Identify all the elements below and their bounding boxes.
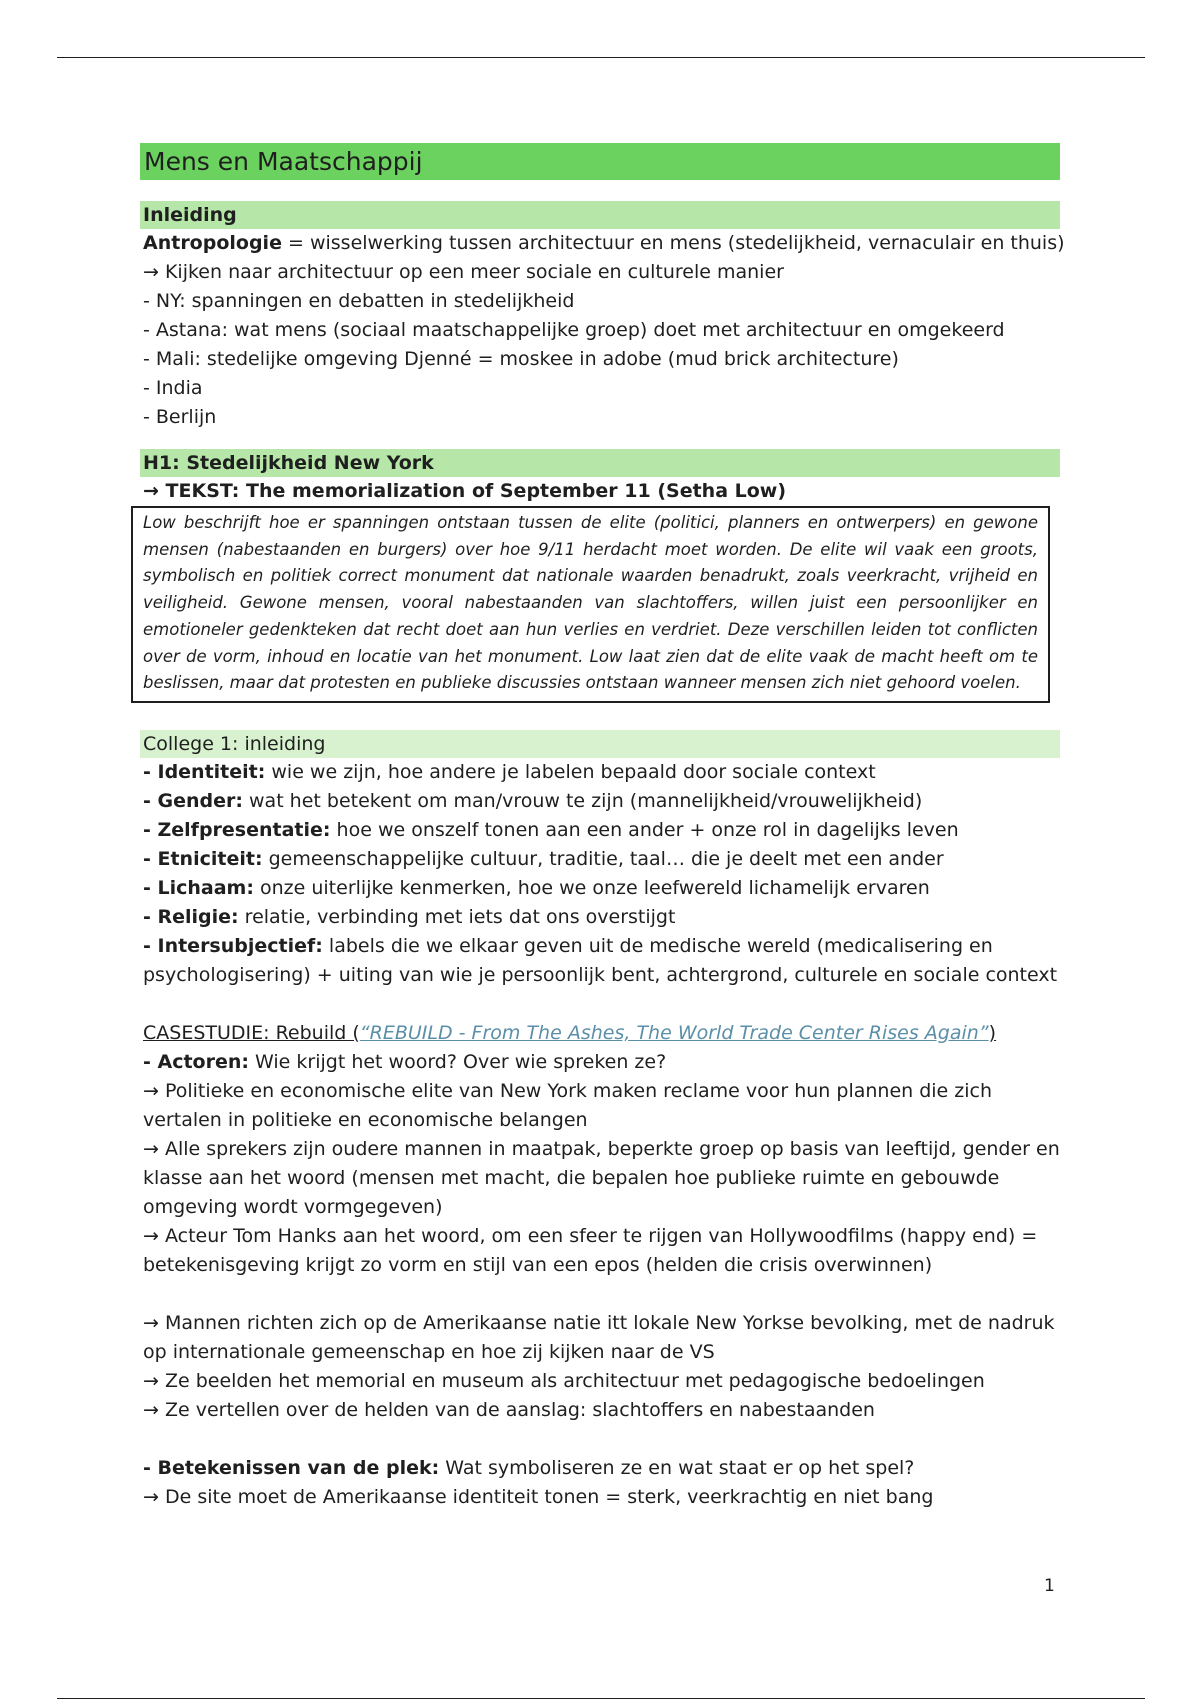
list-item: → Alle sprekers zijn oudere mannen in maatpak, beperkte groep op basis van leeftijd, gender en klasse aan het woord (mensen met macht, die bepalen hoe publieke ruimte en gebouwde omgeving wordt vormgegeven) — [143, 1137, 1060, 1218]
definition-text: = wisselwerking tussen architectuur en mens (stedelijkheid, vernaculair en thuis) — [281, 232, 1065, 254]
term-label: - Zelfpresentatie: — [143, 818, 331, 841]
term-text: hoe we onszelf tonen aan een ander + onze rol in dagelijks leven — [330, 818, 959, 841]
term-label: - Identiteit: — [143, 760, 266, 783]
term-text: wat het betekent om man/vrouw te zijn (mannelijkheid/vrouwelijkheid) — [242, 789, 923, 812]
list-item — [140, 932, 1060, 990]
list-item: - Mali: stedelijke omgeving Djenné = moskee in adobe (mud brick architecture) — [143, 348, 899, 370]
casestudy-heading — [140, 1019, 1060, 1048]
term-text: Wie krijgt het woord? Over wie spreken ze? — [248, 1050, 667, 1073]
term-text: Wat symboliseren ze en wat staat er op het spel? — [439, 1456, 915, 1479]
casestudy-link[interactable]: “REBUILD - From The Ashes, The World Trade Center Rises Again” — [359, 1021, 989, 1044]
term-text: gemeenschappelijke cultuur, traditie, taal… die je deelt met een ander — [262, 847, 944, 870]
actoren-line — [140, 1048, 1060, 1077]
section-heading-h1: H1: Stedelijkheid New York — [140, 449, 1060, 477]
term-text: labels die we elkaar geven uit de medische wereld (medicalisering en psychologisering) + uiting van wie je persoonlijk bent, achtergrond, culturele en sociale context — [143, 934, 1058, 986]
abstract-box: Low beschrijft hoe er spanningen ontstaan tussen de elite (politici, planners en ontwerpers) en gewone mensen (nabestaanden en burgers) over hoe 9/11 herdacht moet worden. De elite wil vaak een groots, symbolisch en politiek correct monument dat nationale waarden benadrukt, zoals veerkracht, vrijheid en veiligheid. Gewone mensen, vooral nabestaanden van slachtoffers, willen juist een persoonlijker en emotioneler gedenkteken dat recht doet aan hun verlies en verdriet. Deze verschillen leiden tot conflicten over de vorm, inhoud en locatie van het monument. Low laat zien dat de elite vaak de macht heeft om te beslissen, maar dat protesten en publieke discussies ontstaan wanneer mensen zich niet gehoord voelen. — [131, 506, 1050, 703]
term-label: - Religie: — [143, 905, 239, 928]
list-item: → De site moet de Amerikaanse identiteit tonen = sterk, veerkrachtig en niet bang — [143, 1485, 934, 1508]
definition-line — [140, 229, 1065, 258]
list-item: - India — [143, 377, 203, 399]
top-rule — [57, 57, 1145, 58]
list-item — [140, 903, 1060, 932]
term-label: - Actoren: — [143, 1050, 249, 1073]
list-item — [140, 787, 1060, 816]
text-reference: → TEKST: The memorialization of September 11 (Setha Low) — [143, 480, 787, 502]
term-text: onze uiterlijke kenmerken, hoe we onze leefwereld lichamelijk ervaren — [253, 876, 930, 899]
list-item: - NY: spanningen en debatten in stedelijkheid — [143, 290, 575, 312]
list-item: - Berlijn — [143, 406, 217, 428]
list-item: - Astana: wat mens (sociaal maatschappelijke groep) doet met architectuur en omgekeerd — [143, 319, 1005, 341]
list-item: → Ze beelden het memorial en museum als architectuur met pedagogische bedoelingen — [143, 1369, 985, 1392]
list-item — [140, 816, 1060, 845]
list-item — [140, 874, 1060, 903]
casestudy-heading-prefix: CASESTUDIE: Rebuild ( — [143, 1021, 360, 1044]
term-label: - Intersubjectief: — [143, 934, 323, 957]
term-text: wie we zijn, hoe andere je labelen bepaald door sociale context — [265, 760, 876, 783]
page-title: Mens en Maatschappij — [140, 143, 1060, 180]
bottom-rule — [57, 1698, 1145, 1699]
list-item: → Kijken naar architectuur op een meer sociale en culturele manier — [143, 261, 784, 283]
term-label: - Lichaam: — [143, 876, 254, 899]
list-item: → Acteur Tom Hanks aan het woord, om een sfeer te rijgen van Hollywoodfilms (happy end) = betekenisgeving krijgt zo vorm en stijl van een epos (helden die crisis overwinnen) — [143, 1224, 1038, 1276]
page-number: 1 — [1044, 1576, 1055, 1596]
list-item — [140, 758, 1060, 787]
term-label: - Gender: — [143, 789, 243, 812]
term-text: relatie, verbinding met iets dat ons overstijgt — [238, 905, 676, 928]
list-item — [140, 845, 1060, 874]
term-label: - Betekenissen van de plek: — [143, 1456, 440, 1479]
section-heading-inleiding: Inleiding — [140, 201, 1060, 229]
definition-term: Antropologie — [143, 232, 282, 254]
list-item: → Mannen richten zich op de Amerikaanse natie itt lokale New Yorkse bevolking, met de nadruk op internationale gemeenschap en hoe zij kijken naar de VS — [143, 1311, 1055, 1363]
section-heading-college1: College 1: inleiding — [140, 730, 1060, 758]
term-label: - Etniciteit: — [143, 847, 263, 870]
page-content — [140, 143, 1065, 1512]
betekenis-line — [140, 1454, 1060, 1483]
casestudy-heading-suffix: ) — [988, 1021, 997, 1044]
list-item: → Ze vertellen over de helden van de aanslag: slachtoffers en nabestaanden — [143, 1398, 875, 1421]
list-item: → Politieke en economische elite van New York maken reclame voor hun plannen die zich vertalen in politieke en economische belangen — [143, 1079, 993, 1131]
